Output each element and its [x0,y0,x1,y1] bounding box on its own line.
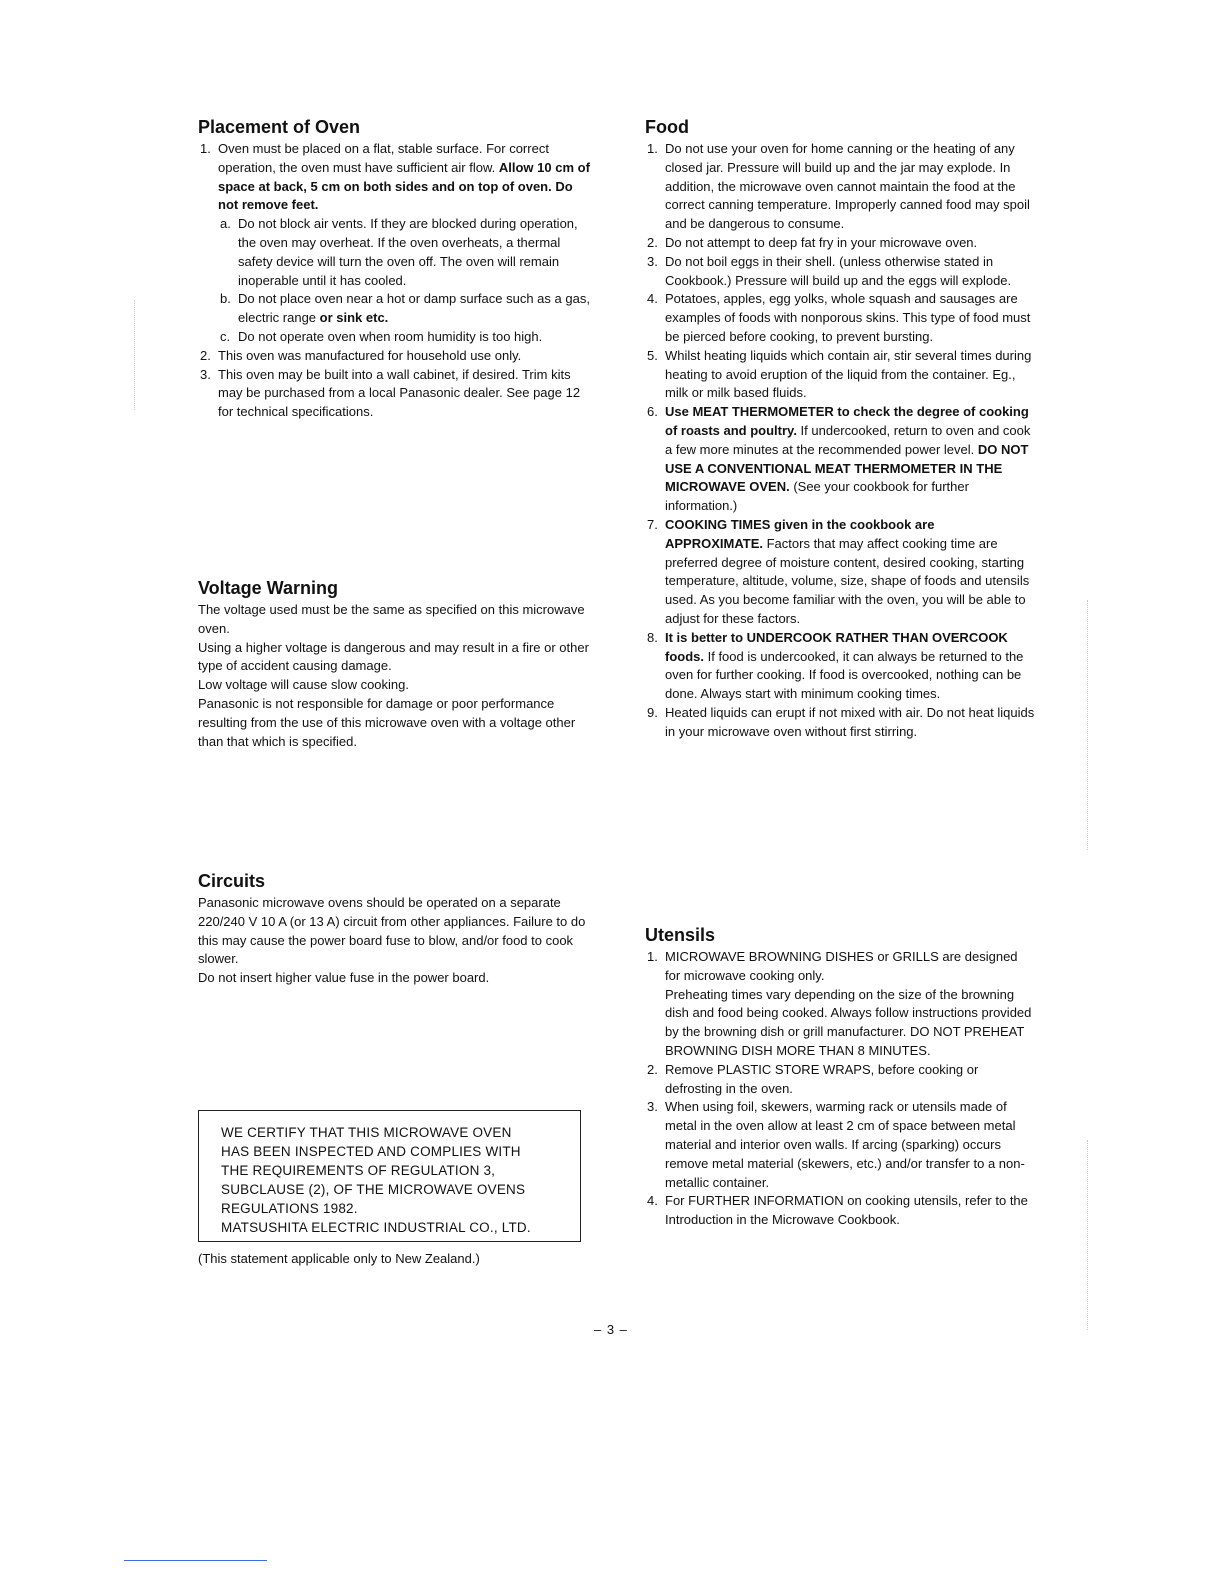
list-item [645,629,1035,704]
item-text [665,1061,1035,1099]
item-number: 5. [647,347,658,363]
text-segment: Do not operate oven when room humidity is too high. [238,328,543,344]
paragraph: Do not insert higher value fuse in the power board. [198,970,490,986]
item-number: 3. [647,253,658,269]
item-extra-text: Preheating times vary depending on the size of the browning dish and food being cooked. Always follow instructions provided by the browning dish or grill manufacturer. DO NOT PREHEAT BROWNING DISH MORE THAN 8 MINUTES. [665,986,1032,1058]
item-text [218,366,593,422]
text-segment: Oven must be placed on a flat, stable surface. For correct operation, the oven must have sufficient air flow. [218,141,549,175]
paragraph: Panasonic is not responsible for damage or poor performance resulting from the use of this microwave oven with a voltage other than that which is specified. [198,695,576,749]
item-text [218,347,593,366]
text-segment: For FURTHER INFORMATION on cooking utensils, refer to the Introduction in the Microwave Cookbook. [665,1193,1028,1228]
bold-text: It is better to UNDERCOOK RATHER THAN OVERCOOK foods. [665,629,1008,664]
list-item [645,140,1035,234]
food-section [645,116,1035,742]
text-segment: If undercooked, return to oven and cook a few more minutes at the recommended power level. [665,422,1031,457]
list-item [645,704,1035,742]
item-text [665,1098,1035,1192]
list-item [645,1061,1035,1099]
utensils-heading: Utensils [645,925,716,945]
placement-list [198,140,593,422]
list-item [645,290,1035,346]
paragraph: Panasonic microwave ovens should be operated on a separate 220/240 V 10 A (or 13 A) circuit from other appliances. Failure to do this may cause the power board fuse to blow, and/or food to cook slower. [198,895,586,967]
item-text [665,234,1035,253]
item-number: 1. [200,141,211,156]
text-segment: MICROWAVE BROWNING DISHES or GRILLS are designed for microwave cooking only. [665,949,1018,983]
item-text [665,629,1035,704]
item-text [665,347,1035,403]
item-text [665,704,1035,742]
text-segment: If food is undercooked, it can always be returned to the oven for further cooking. If food is overcooked, nothing can be done. Always start with minimum cooking times. [665,648,1024,702]
placement-section [198,116,593,422]
scan-artifact [1087,600,1088,850]
text-segment: Whilst heating liquids which contain air, stir several times during heating to avoid eruption of the liquid from the container. Eg., milk or milk based fluids. [665,347,1032,401]
item-number: 2. [200,347,211,363]
list-item [198,347,593,366]
item-number: 1. [647,949,658,964]
text-segment: Do not place oven near a hot or damp surface such as a gas, electric range [238,291,590,326]
item-number: 4. [647,1193,658,1209]
text-segment: When using foil, skewers, warming rack or utensils made of metal in the oven allow at least 2 cm of space between metal material and interior oven walls. If arcing (sparking) occurs remove metal material (skewers, etc.) and/or transfer to a non-metallic container. [665,1099,1025,1190]
utensils-section [645,924,1035,1230]
paragraph: The voltage used must be the same as specified on this microwave oven. [198,602,585,636]
placement-heading: Placement of Oven [198,117,361,137]
item-number: 3. [647,1099,658,1115]
food-list [645,140,1035,742]
paragraph: Low voltage will cause slow cooking. [198,677,409,693]
utensils-list [645,948,1035,1230]
sub-item [218,328,593,347]
item-text [665,253,1035,291]
item-text [665,516,1035,629]
item-number: 2. [647,1061,658,1077]
item-number: 1. [647,141,658,156]
bold-text: Allow 10 cm of space at back, 5 cm on both sides and on top of oven. Do not remove feet. [218,159,590,213]
item-text [665,290,1035,346]
item-number: 2. [647,234,658,250]
voltage-text [198,601,593,751]
list-item [645,347,1035,403]
text-segment: This oven was manufactured for household use only. [218,347,522,363]
text-segment: This oven may be built into a wall cabinet, if desired. Trim kits may be purchased from a local Panasonic dealer. See page 12 for technical specifications. [218,366,581,420]
scan-edge-line [124,1560,267,1561]
item-number: 6. [647,404,658,420]
page-number: – 3 – [594,1322,628,1337]
list-item [645,1192,1035,1230]
voltage-section [198,577,593,751]
text-segment: Do not attempt to deep fat fry in your microwave oven. [665,234,978,250]
list-item [645,253,1035,291]
certification-statement: WE CERTIFY THAT THIS MICROWAVE OVEN HAS BEEN INSPECTED AND COMPLIES WITH THE REQUIREMENTS OF REGULATION 3, SUBCLAUSE (2), OF THE MICROWAVE OVENS REGULATIONS 1982. MATSUSHITA ELECTRIC INDUSTRIAL CO., LTD. [221,1125,531,1235]
bold-text: Use MEAT THERMOMETER to check the degree of cooking of roasts and poultry. [665,404,1029,438]
item-text [218,140,593,215]
scan-artifact [134,300,135,410]
item-number: 9. [647,704,658,720]
item-number: 4. [647,291,658,307]
sub-item-text [238,215,593,290]
list-item [645,403,1035,516]
sub-item-text [238,290,593,328]
voltage-heading: Voltage Warning [198,578,339,598]
sub-item [218,215,593,290]
item-text [665,403,1035,516]
sub-item [218,290,593,328]
bold-text: or sink etc. [319,310,389,326]
certification-box [198,1110,581,1242]
sub-item-letter: c. [220,328,231,344]
circuits-section [198,870,593,988]
list-item [645,234,1035,253]
item-number: 3. [200,366,211,382]
item-text [665,948,1035,986]
text-segment: Potatoes, apples, egg yolks, whole squash and sausages are examples of foods with nonporous skins. This type of food must be pierced before cooking, to prevent bursting. [665,291,1031,344]
text-segment: Do not use your oven for home canning or the heating of any closed jar. Pressure will build up and the jar may explode. In addition, the microwave oven cannot maintain the food at the correct canning temperature. Improperly canned food may spoil and be dangerous to consume. [665,141,1030,232]
sub-item-text [238,328,593,347]
paragraph: Using a higher voltage is dangerous and may result in a fire or other type of accident causing damage. [198,639,589,674]
item-number: 8. [647,629,658,645]
text-segment: Heated liquids can erupt if not mixed with air. Do not heat liquids in your microwave oven without first stirring. [665,704,1035,739]
list-item [645,948,1035,1061]
list-item [645,1098,1035,1192]
item-text [665,1192,1035,1230]
list-item [198,366,593,422]
circuits-heading: Circuits [198,871,266,891]
text-segment: (See your cookbook for further information.) [665,479,969,514]
text-segment: Do not boil eggs in their shell. (unless otherwise stated in Cookbook.) Pressure will build up and the eggs will explode. [665,253,1012,288]
item-number: 7. [647,516,658,532]
food-heading: Food [645,117,689,137]
bold-text: DO NOT USE A CONVENTIONAL MEAT THERMOMETER IN THE MICROWAVE OVEN. [665,441,1029,495]
text-segment: Factors that may affect cooking time are preferred degree of moisture content, desired cooking, starting temperature, altitude, volume, size, shape of foods and utensils used. As you become familiar with the oven, you will be able to adjust for these factors. [665,535,1030,626]
certification-note: (This statement applicable only to New Zealand.) [198,1251,480,1266]
list-item [645,516,1035,629]
bold-text: COOKING TIMES given in the cookbook are APPROXIMATE. [665,516,935,551]
circuits-text [198,894,593,988]
sub-item-letter: a. [220,216,231,232]
list-item [198,140,593,347]
item-text [665,140,1035,234]
sub-item-letter: b. [220,291,231,307]
text-segment: Remove PLASTIC STORE WRAPS, before cooking or defrosting in the oven. [665,1061,979,1096]
scan-artifact [1087,1140,1088,1330]
text-segment: Do not block air vents. If they are blocked during operation, the oven may overheat. If the oven overheats, a thermal safety device will turn the oven off. The oven will remain inoperable until it has cooled. [238,216,578,288]
